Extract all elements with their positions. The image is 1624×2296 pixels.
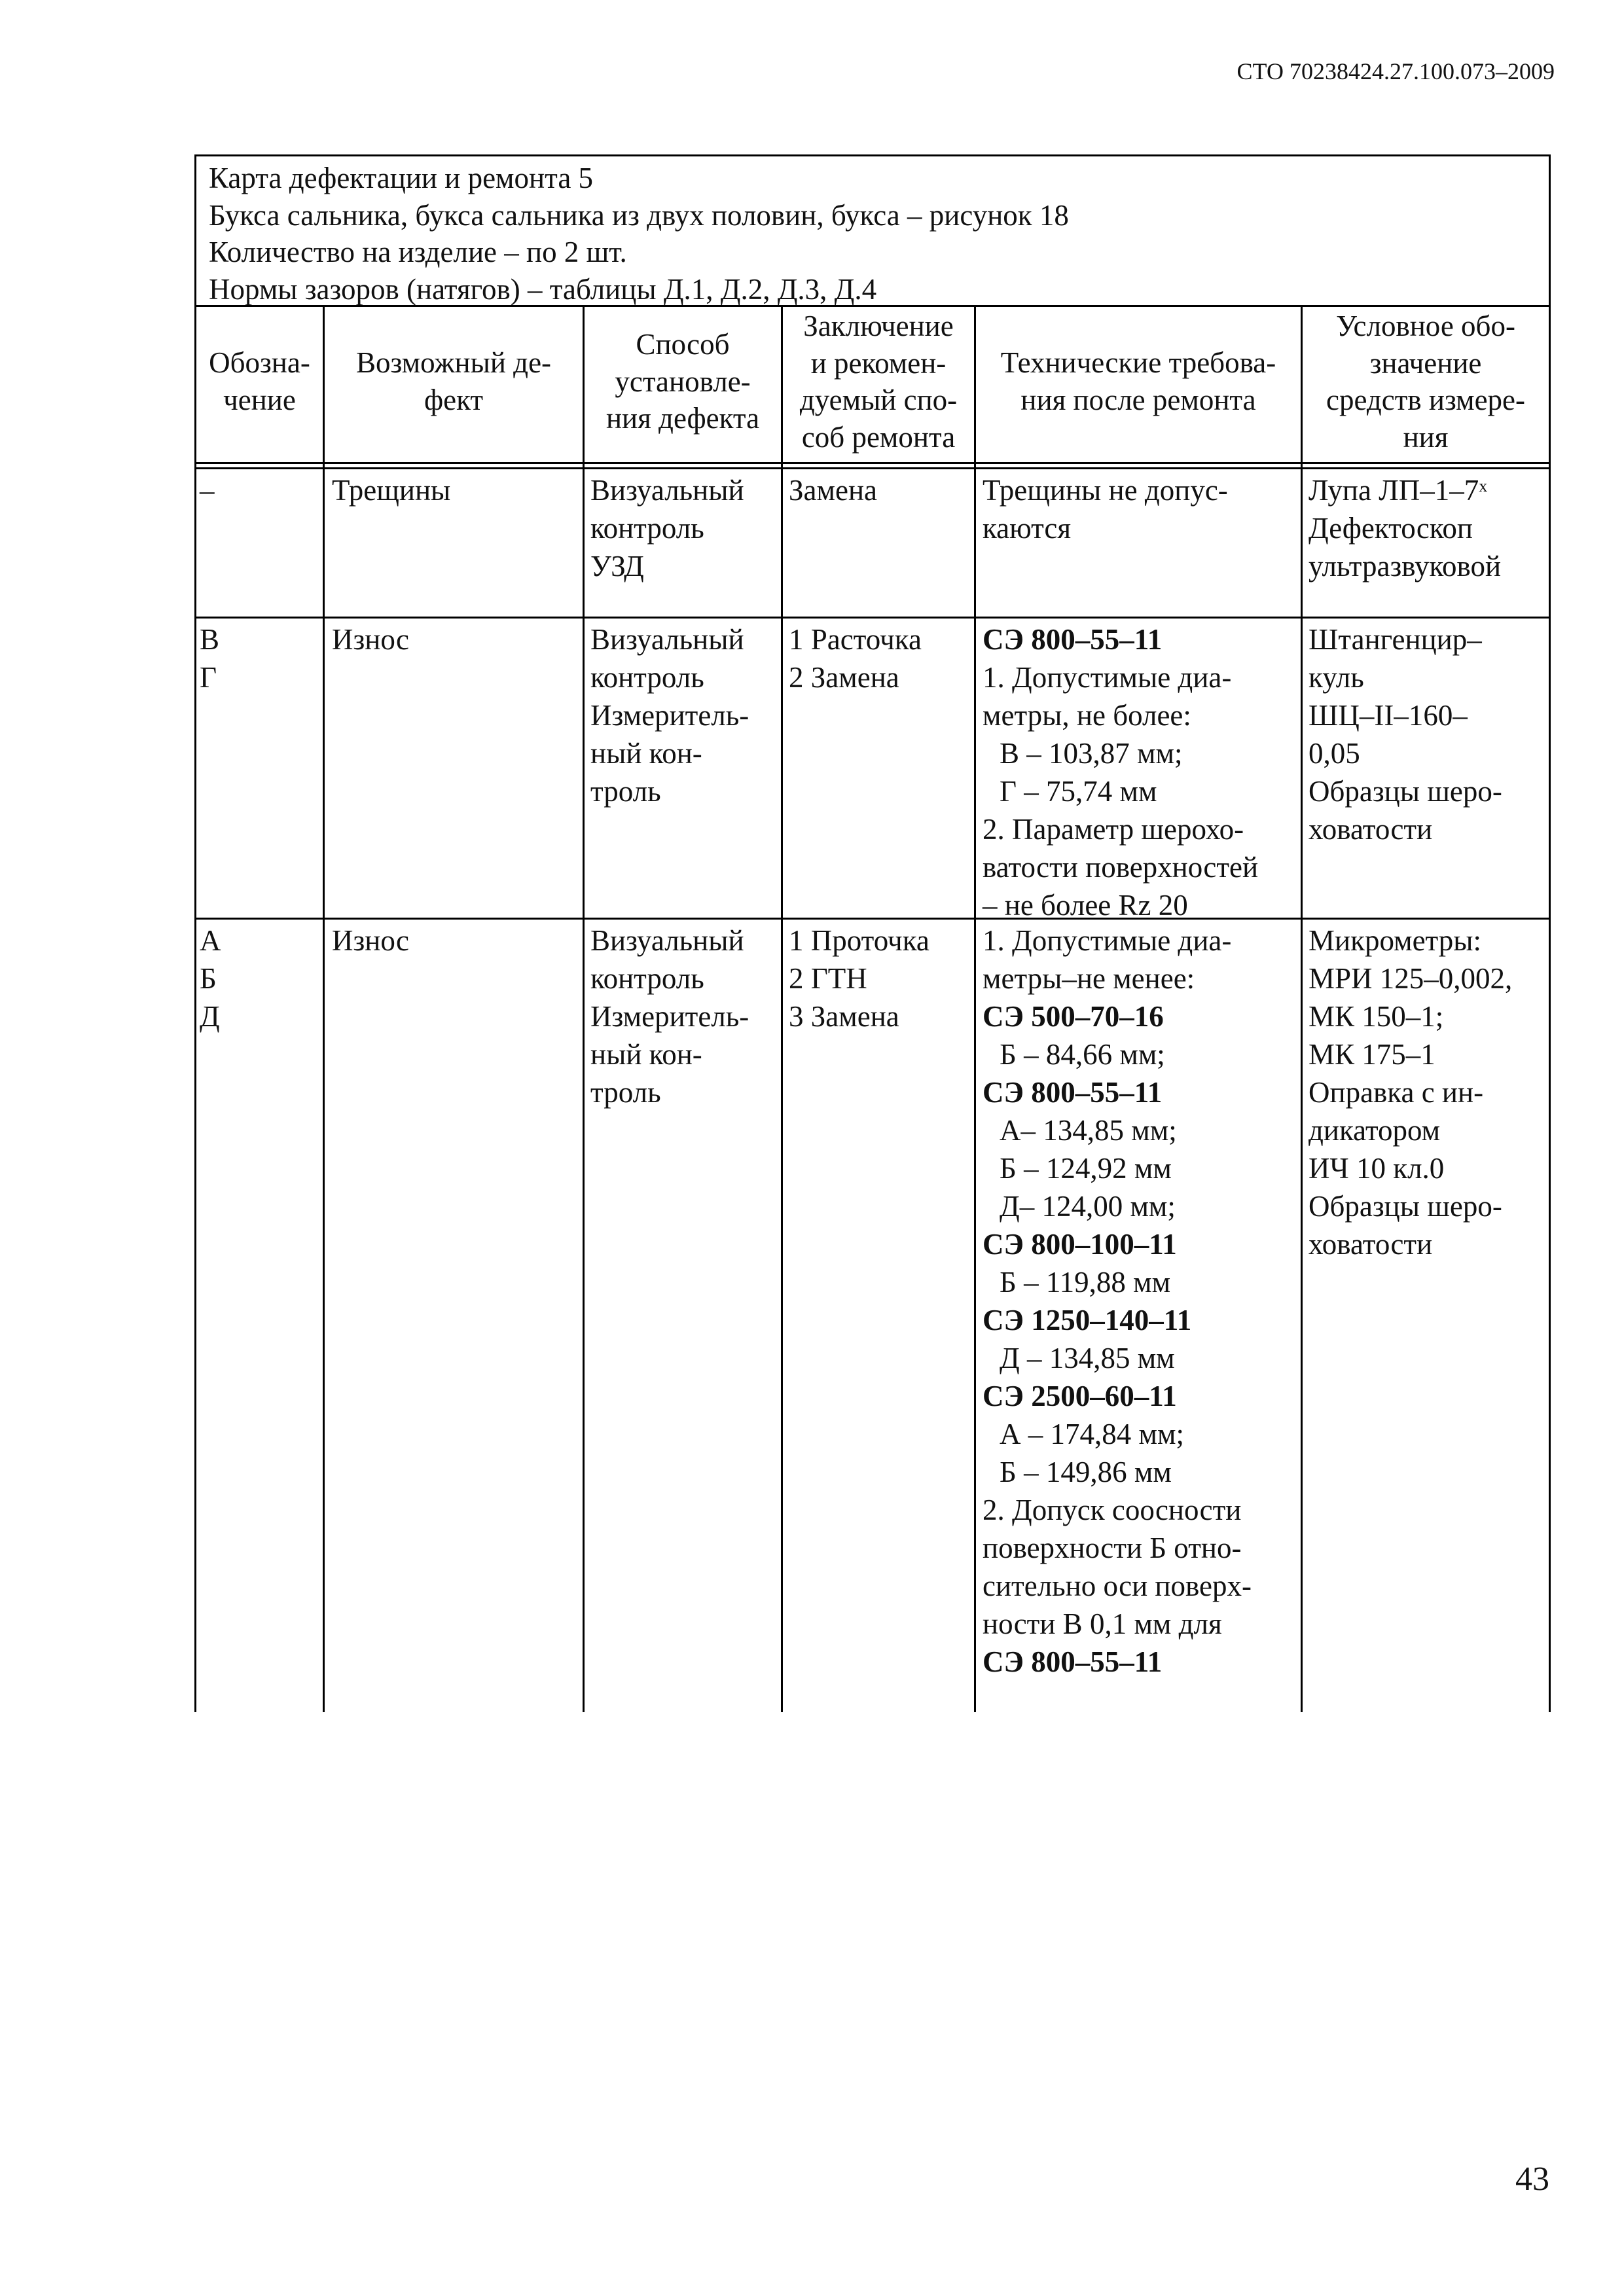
row3-requirements: 1. Допустимые диа- метры–не менее: СЭ 500–70–16 Б – 84,66 мм; СЭ 800–55–11 А– 134,85 мм; Б – 124,92 мм Д– 124,00 мм; СЭ 800–100–11 Б – 119,88 мм СЭ 1250–140–11 Д – 134,85 мм СЭ 2500–60–11 А – 174,84 мм; Б – 149,86 мм 2. Допуск соосности поверхности Б отно- сительно оси поверх- ности В 0,1 мм для СЭ 800–55–11 — [983, 924, 1252, 1678]
row3-conclusion: 1 Проточка 2 ГТН 3 Замена — [789, 924, 929, 1033]
header-technical-requirements: Технические требова- ния после ремонта — [1000, 346, 1276, 416]
row1-defect: Трещины — [332, 474, 451, 507]
row2-tools: Штангенцир– куль ШЦ–II–160– 0,05 Образцы шеро- ховатости — [1308, 623, 1502, 846]
column-separator-5 — [1301, 305, 1303, 1712]
superscript-mark: х — [1479, 476, 1488, 495]
row1-conclusion: Замена — [789, 474, 878, 507]
card-title-block — [209, 160, 1069, 308]
row2-conclusion: 1 Расточка 2 Замена — [789, 623, 922, 694]
header-detection-method: Способ установле- ния дефекта — [605, 328, 760, 435]
row-separator-1 — [194, 617, 1551, 619]
header-bottom-line-2 — [194, 467, 1551, 469]
column-separator-3 — [781, 305, 783, 1712]
table-border-right — [1549, 154, 1551, 1712]
column-separator-2 — [583, 305, 585, 1712]
clearance-norms: Нормы зазоров (натягов) – таблицы Д.1, Д.2, Д.3, Д.4 — [209, 272, 877, 306]
row3-tools: Микрометры: МРИ 125–0,002, МК 150–1; МК 175–1 Оправка с ин- дикатором ИЧ 10 кл.0 Образцы шеро- ховатости — [1308, 924, 1513, 1261]
header-designation: Обозна- чение — [209, 346, 310, 416]
row2-method: Визуальный контроль Измеритель- ный кон- троль — [590, 623, 749, 808]
row2-designation: В Г — [200, 623, 220, 694]
row-separator-2 — [194, 918, 1551, 920]
row1-designation: – — [200, 474, 215, 507]
row3-defect: Износ — [332, 924, 409, 957]
row3-method: Визуальный контроль Измеритель- ный кон- троль — [590, 924, 749, 1109]
row2-requirements: СЭ 800–55–11 1. Допустимые диа- метры, не более: В – 103,87 мм; Г – 75,74 мм 2. Параметр шерохо- ватости поверхностей – не более Rz 20 — [983, 623, 1259, 922]
header-conclusion: Заключение и рекомен- дуемый спо- соб ремонта — [799, 310, 958, 454]
card-title: Карта дефектации и ремонта 5 — [209, 162, 594, 194]
row2-defect: Износ — [332, 623, 409, 656]
header-top-line — [194, 305, 1551, 307]
table-border-top — [194, 154, 1551, 156]
quantity-per-item: Количество на изделие – по 2 шт. — [209, 236, 627, 268]
page-number: 43 — [1515, 2161, 1549, 2198]
header-bottom-line-1 — [194, 462, 1551, 464]
header-possible-defect: Возможный де- фект — [355, 346, 552, 416]
defect-repair-card-table — [194, 154, 1551, 1712]
header-measuring-tools: Условное обо- значение средств измере- ния — [1326, 310, 1525, 454]
column-separator-1 — [323, 305, 325, 1712]
row1-tools: Лупа $ЛП-1-7^х$ Дефектоскоп ультразвуковой — [1308, 474, 1502, 583]
part-description: Букса сальника, букса сальника из двух половин, букса – рисунок 18 — [209, 198, 1069, 232]
row1-method: Визуальный контроль УЗД — [590, 474, 744, 583]
row1-requirements: Трещины не допус- каются — [983, 474, 1228, 545]
row3-designation: А Б Д — [200, 924, 221, 1033]
column-separator-4 — [974, 305, 976, 1712]
document-code: СТО 70238424.27.100.073–2009 — [1236, 58, 1555, 84]
